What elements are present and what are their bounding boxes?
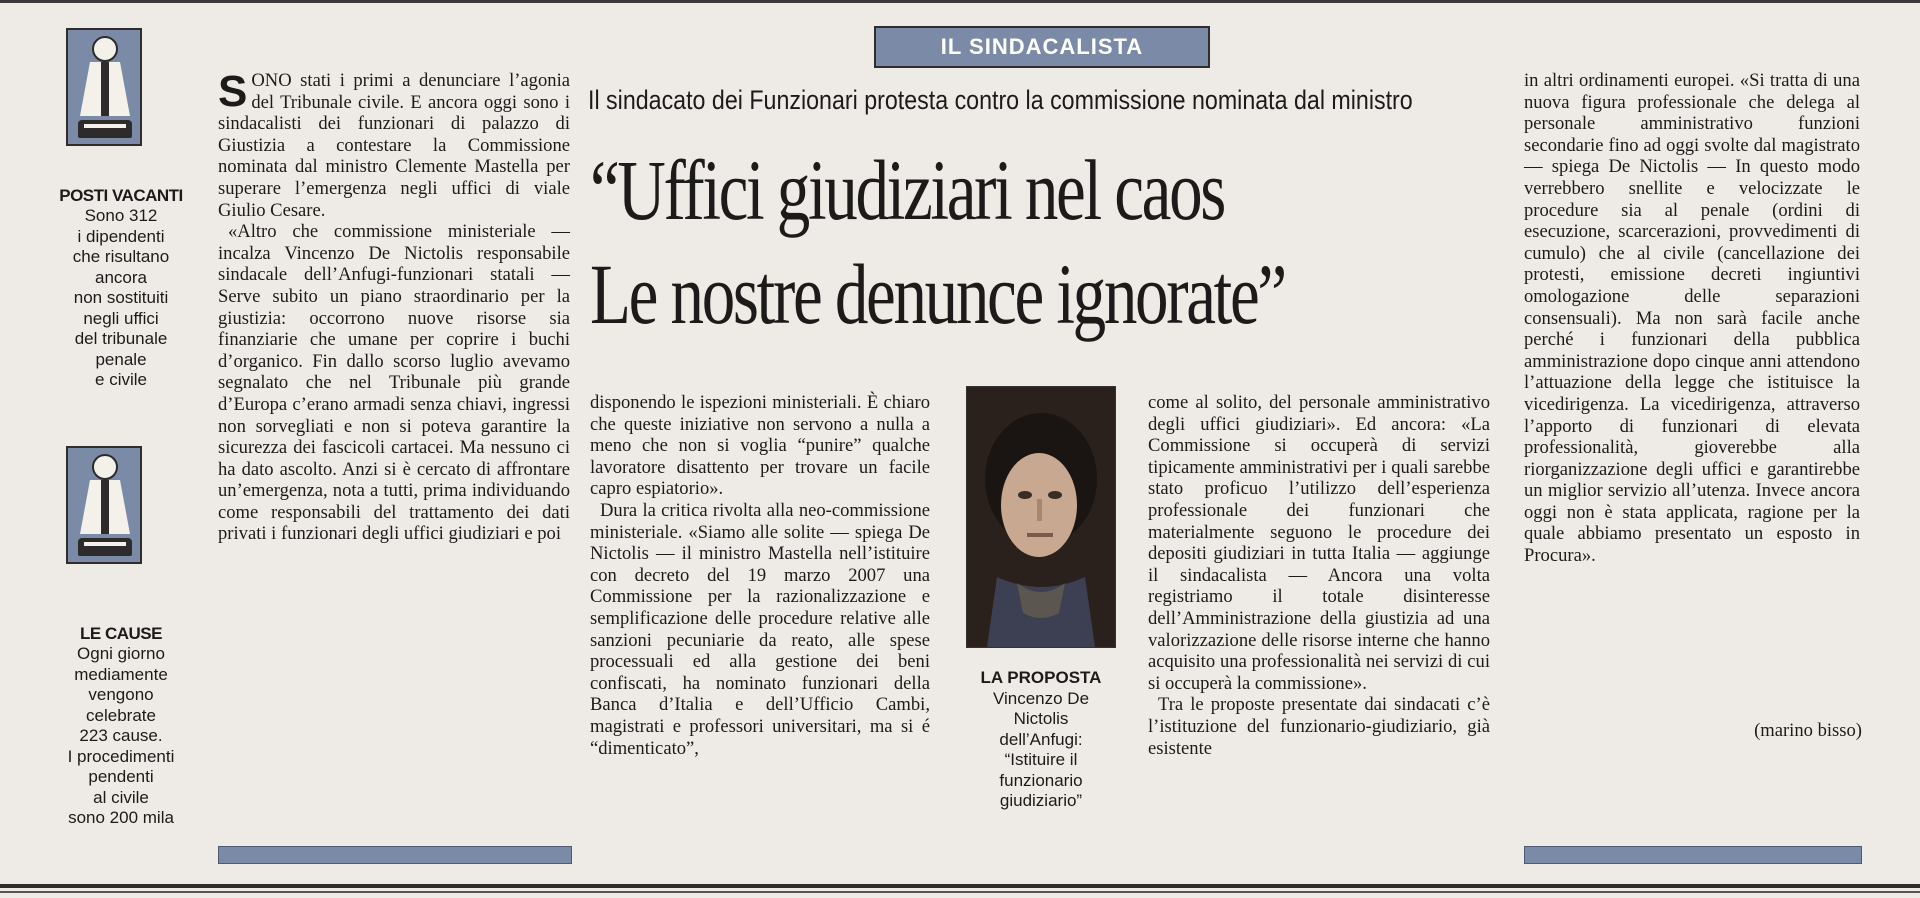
bottom-rule-thin [0, 891, 1920, 893]
paragraph: «Altro che commissione ministeriale — incalza Vincenzo De Nictolis responsabile sindacale dell’Anfugi-funzionari statali — Serve subito un piano straordinario per la giustizia: occorrono nuove risorse sia finanziarie che umane per coprire i buchi d’organico. Fin dallo scorso luglio avevamo segnalato che nel Tribunale più grande d’Europa c’erano armadi senza chiavi, ingressi non sorvegliati e non si poteva garantire la sicurezza dei fascicoli cartacei. Ma nessuno ci ha dato ascolto. Anzi si è cercato di affrontare un’emergenza, nota a tutti, prima individuando come responsabili del trattamento dei dati privati i funzionari degli uffici giudiziari e poi [218, 221, 570, 545]
portrait-photo [966, 386, 1116, 648]
section-kicker: IL SINDACALISTA [874, 26, 1210, 68]
sidebar-text-cases: Ogni giorno mediamente vengono celebrate 223 cause. I procedimenti pendenti al civile sono 200 mila [67, 644, 175, 827]
caption-title: LA PROPOSTA [980, 668, 1102, 687]
article-column-3 [1148, 392, 1490, 759]
paragraph: disponendo le ispezioni ministeriali. È chiaro che queste iniziative non servono a nulla a meno che non si voglia “punire” qualche lavoratore disattento per trovare un facile capro espiatorio». [590, 392, 930, 500]
top-rule [0, 0, 1920, 3]
sidebar-title-cases: LE CAUSE [80, 624, 162, 643]
sidebar-box-vacant-posts [50, 186, 192, 391]
paragraph: come al solito, del personale amministrativo degli uffici giudiziari». Ed ancora: «La Commissione si occuperà di servizi tipicamente amministrativi per i quali sarebbe stato proficuo l’utilizzo dell’esperienza professionale dei funzionari che materialmente seguono le procedure dei depositi giudiziari in tutta Italia — aggiunge il sindacalista — Ancora una volta registriamo il totale disinteresse dell’Amministrazione della giustizia ad una valorizzazione delle risorse interne che hanno acquisito una professionalità nei servizi di cui si occuperà la commissione». [1148, 392, 1490, 694]
article-column-4 [1524, 70, 1860, 567]
sidebar-text-vacant-posts: Sono 312 i dipendenti che risultano ancora non sostituiti negli uffici del tribunale penale e civile [72, 206, 170, 389]
drop-cap: S [218, 67, 248, 116]
article-headline [590, 138, 1339, 346]
article-column-1 [218, 67, 570, 545]
headline-line-2: Le nostre denunce ignorate” [590, 246, 1285, 342]
paragraph: Tra le proposte presentate dai sindacati c’è l’istituzione del funzionario-giudiziario, già esistente [1148, 694, 1490, 759]
bottom-rule [0, 884, 1920, 888]
article-column-2 [590, 392, 930, 759]
bottom-bar-left [218, 846, 572, 864]
paragraph: Dura la critica rivolta alla neo-commissione ministeriale. «Siamo alle solite — spiega De Nictolis — il ministro Mastella nell’istituire con decreto del 19 marzo 2007 una Commissione per la razionalizzazione e semplificazione delle procedure relative alle sanzioni pecuniarie da reato, alle spese processuali ed alla gestione dei beni confiscati, ha nominato funzionari della Banca d’Italia e dell’Ufficio Cambi, magistrati e professori universitari, ma si é “dimenticato”, [590, 499, 930, 759]
headline-line-1: “Uffici giudiziari nel caos [590, 142, 1225, 238]
photo-caption [952, 668, 1130, 812]
lawyer-icon [66, 446, 142, 564]
paragraph: in altri ordinamenti europei. «Si tratta di una nuova figura professionale che delega al personale amministrativo funzioni secondarie fino ad oggi svolte dal magistrato — spiega De Nictolis — In questo modo verrebbero snellite e velocizzate le procedure sia al penale (ordini di esecuzione, scarcerazioni, provvedimenti di cumulo) che al civile (cancellazione dei protesti, emissione decreti ingiuntivi omologazione delle separazioni consensuali). Ma non sarà facile anche perché i funzionari della pubblica amministrazione dopo cinque anni attendono l’attuazione della legge che istituisce la vicedirigenza. La vicedirigenza, attraverso l’apporto di funzionari di elevata professionalità, gioverebbe alla riorganizzazione degli uffici e garantirebbe un miglior servizio all’utenza. Invece ancora oggi non è stata applicata, ragione per la quale abbiamo presentato un esposto in Procura». [1524, 70, 1860, 567]
author-signature: (marino bisso) [1754, 720, 1862, 741]
bottom-bar-right [1524, 846, 1862, 864]
caption-text: Vincenzo De Nictolis dell’Anfugi: “Istituire il funzionario giudiziario” [992, 688, 1090, 810]
sidebar-title-vacant-posts: POSTI VACANTI [59, 186, 183, 205]
sidebar-box-cases [50, 624, 192, 829]
lawyer-icon [66, 28, 142, 146]
paragraph: SONO stati i primi a denunciare l’agonia del Tribunale civile. E ancora oggi sono i sindacalisti dei funzionari di palazzo di Giustizia a contestare la Commissione nominata dal ministro Clemente Mastella per superare l’emergenza negli uffici di viale Giulio Cesare. [218, 67, 570, 221]
article-subhead: Il sindacato dei Funzionari protesta contro la commissione nominata dal ministro [588, 85, 1413, 115]
